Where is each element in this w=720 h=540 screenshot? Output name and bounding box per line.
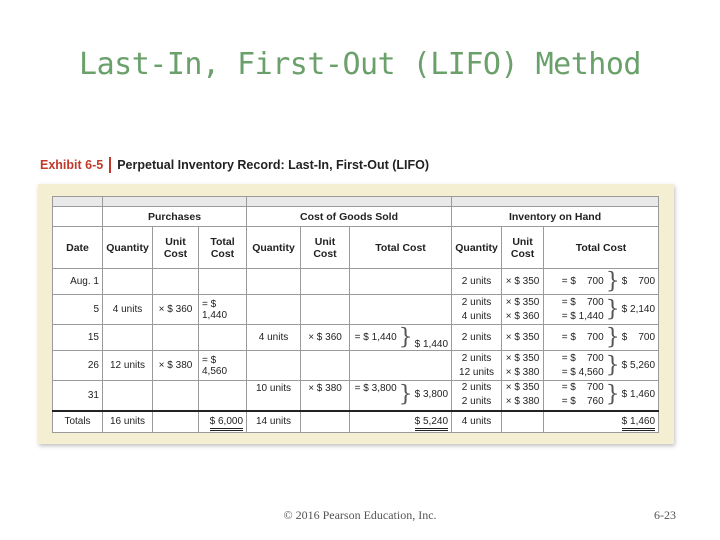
purchase-total: = $ 1,440 [199,295,247,325]
inventory-unit: × $ 350 [502,325,544,351]
inventory-total: = $ 700 } $ 700 [544,325,659,351]
cogs-qty: 4 units [247,325,301,351]
totals-inventory-total: $ 1,460 [544,411,659,433]
table-row [53,295,659,325]
inventory-qty: 2 units 2 units [452,381,502,411]
col-purchases-unit: Unit Cost [153,227,199,269]
purchase-unit: × $ 380 [153,351,199,381]
totals-purchase-total: $ 6,000 [199,411,247,433]
slide-title: Last-In, First-Out (LIFO) Method [79,47,641,82]
cogs-subtotal: $ 3,800 [414,389,449,401]
table-row [53,269,659,295]
inventory-unit: × $ 350 × $ 380 [502,351,544,381]
brace-icon: } [398,382,413,408]
inventory-unit: × $ 350 × $ 380 [502,381,544,411]
brace-icon: } [605,324,620,350]
totals-purchase-qty: 16 units [103,411,153,433]
inventory-subtotal: $ 5,260 [621,359,656,371]
purchase-qty: 4 units [103,295,153,325]
cogs-total: = $ 1,440 } $ 1,440 [350,325,452,351]
col-cogs-total: Total Cost [350,227,452,269]
inventory-subtotal: $ 700 [621,275,656,287]
exhibit-title: Perpetual Inventory Record: Last-In, First-Out (LIFO) [117,158,430,172]
inventory-subtotal: $ 2,140 [621,303,656,315]
table-row [53,325,659,351]
brace-icon: } [605,352,620,378]
purchase-total: = $ 4,560 [199,351,247,381]
inventory-qty: 2 units [452,269,502,295]
totals-cogs-total: $ 5,240 [350,411,452,433]
purchase-qty: 12 units [103,351,153,381]
totals-inventory-qty: 4 units [452,411,502,433]
row-date: 15 [53,325,103,351]
inventory-total: = $ 700 = $ 760 } $ 1,460 [544,381,659,411]
inventory-record-table [52,196,659,433]
group-header-row [53,207,659,227]
brace-icon: } [605,382,620,408]
col-inventory-total: Total Cost [544,227,659,269]
exhibit-label: Exhibit 6-5 [40,158,104,172]
brace-icon: } [398,324,413,350]
column-header-row [53,227,659,269]
footer-copyright: © 2016 Pearson Education, Inc. [283,508,437,522]
brace-icon: } [605,268,620,294]
col-purchases-qty: Quantity [103,227,153,269]
inventory-unit: × $ 350 × $ 360 [502,295,544,325]
row-date: 31 [53,381,103,411]
inventory-qty: 2 units 4 units [452,295,502,325]
cogs-unit: × $ 360 [301,325,350,351]
group-cogs: Cost of Goods Sold [247,207,452,227]
table-row [53,381,659,411]
totals-label: Totals [53,411,103,433]
inventory-total: = $ 700 } $ 700 [544,269,659,295]
cogs-total: = $ 3,800 } $ 3,800 [350,381,452,411]
table-row [53,351,659,381]
cogs-subtotal: $ 1,440 [414,338,449,350]
inventory-qty: 2 units 12 units [452,351,502,381]
inventory-subtotal: $ 1,460 [621,389,656,401]
purchase-unit: × $ 360 [153,295,199,325]
cogs-unit: × $ 380 [301,381,350,411]
inventory-subtotal: $ 700 [621,331,656,343]
inventory-unit: × $ 350 [502,269,544,295]
exhibit-divider [109,157,111,173]
group-inventory: Inventory on Hand [452,207,659,227]
row-date: Aug. 1 [53,269,103,295]
row-date: 5 [53,295,103,325]
col-inventory-unit: Unit Cost [502,227,544,269]
row-date: 26 [53,351,103,381]
totals-row [53,411,659,433]
col-cogs-qty: Quantity [247,227,301,269]
brace-icon: } [605,296,620,322]
col-inventory-qty: Quantity [452,227,502,269]
page-number: 6-23 [654,508,676,522]
col-purchases-total: Total Cost [199,227,247,269]
table-top-band [53,197,659,207]
inventory-total: = $ 700 = $ 1,440 } $ 2,140 [544,295,659,325]
totals-cogs-qty: 14 units [247,411,301,433]
inventory-qty: 2 units [452,325,502,351]
cogs-qty: 10 units [247,381,301,411]
group-purchases: Purchases [103,207,247,227]
col-cogs-unit: Unit Cost [301,227,350,269]
exhibit-header [40,155,429,175]
inventory-total: = $ 700 = $ 4,560 } $ 5,260 [544,351,659,381]
col-date: Date [53,227,103,269]
